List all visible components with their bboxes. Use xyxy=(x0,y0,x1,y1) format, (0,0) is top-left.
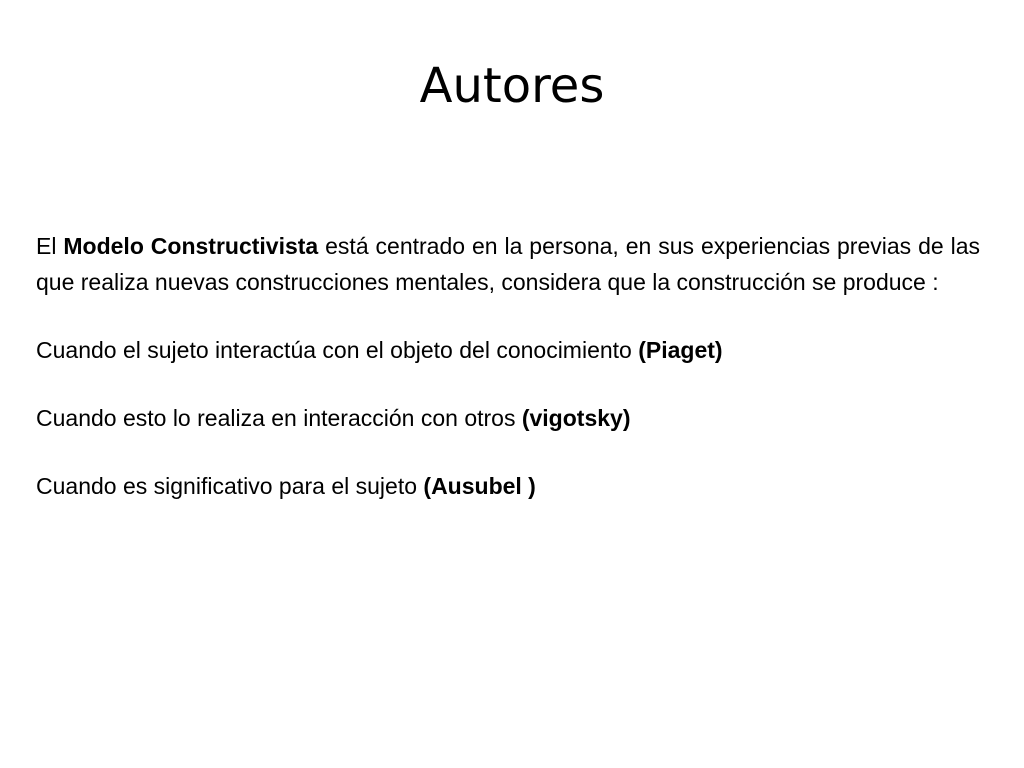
point-author: (Piaget) xyxy=(638,337,723,363)
slide-body xyxy=(36,228,980,504)
point-author: (Ausubel ) xyxy=(423,473,536,499)
point-piaget xyxy=(36,332,980,368)
intro-prefix: El xyxy=(36,233,64,259)
point-text: Cuando esto lo realiza en interacción con otros xyxy=(36,405,522,431)
intro-rest: está centrado en la persona, en sus experiencias previas de las que realiza nuevas construcciones mentales, considera que la construcción se produce : xyxy=(36,233,980,295)
point-vigotsky xyxy=(36,400,980,436)
point-author: (vigotsky) xyxy=(521,405,631,431)
point-text: Cuando el sujeto interactúa con el objeto del conocimiento xyxy=(36,337,639,363)
intro-bold-term: Modelo Constructivista xyxy=(63,233,319,259)
slide-title: Autores xyxy=(419,58,605,114)
point-ausubel xyxy=(36,468,980,504)
point-text: Cuando es significativo para el sujeto xyxy=(36,473,424,499)
intro-paragraph xyxy=(36,228,980,300)
